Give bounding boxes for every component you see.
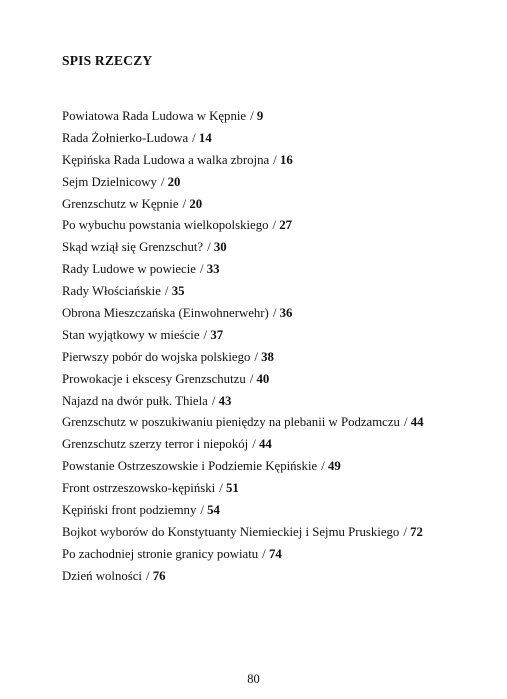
toc-entry bbox=[62, 128, 482, 150]
toc-entry-title: Grenzschutz szerzy terror i niepokój bbox=[62, 437, 249, 452]
toc-entry bbox=[62, 237, 482, 259]
toc-entry-title: Grenzschutz w poszukiwaniu pieniędzy na plebanii w Podzamczu bbox=[62, 415, 400, 430]
toc-entry-page: 36 bbox=[279, 306, 293, 321]
table-of-contents bbox=[62, 106, 482, 588]
toc-entry-separator: / bbox=[211, 393, 216, 408]
toc-entry-separator: / bbox=[321, 459, 325, 474]
toc-entry-title: Front ostrzeszowsko-kępiński bbox=[62, 481, 216, 496]
toc-entry bbox=[62, 215, 482, 237]
toc-entry bbox=[62, 106, 482, 128]
toc-entry bbox=[62, 478, 482, 500]
toc-entry-separator: / bbox=[254, 349, 258, 364]
toc-entry bbox=[62, 412, 482, 434]
toc-entry-separator: / bbox=[250, 109, 254, 123]
toc-entry-title: Rada Żołnierko-Ludowa bbox=[62, 130, 189, 145]
toc-entry bbox=[62, 456, 482, 478]
toc-entry-separator: / bbox=[192, 130, 196, 145]
toc-entry-title: Powstanie Ostrzeszowskie i Podziemie Kępińskie bbox=[62, 459, 318, 474]
toc-entry-title: Obrona Mieszczańska (Einwohnerwehr) bbox=[62, 306, 269, 321]
toc-entry bbox=[62, 325, 482, 347]
toc-entry bbox=[62, 434, 482, 456]
toc-entry bbox=[62, 369, 482, 391]
toc-entry-separator: / bbox=[252, 437, 256, 452]
toc-entry-page: 20 bbox=[167, 174, 181, 189]
toc-entry-separator: / bbox=[272, 218, 277, 233]
toc-entry-title: Kępińska Rada Ludowa a walka zbrojna bbox=[62, 152, 270, 167]
toc-entry-separator: / bbox=[200, 503, 204, 518]
toc-entry-title: Najazd na dwór pułk. Thiela bbox=[62, 393, 208, 408]
toc-entry-separator: / bbox=[272, 306, 277, 321]
toc-entry-page: 35 bbox=[171, 284, 185, 299]
toc-entry-title: Po zachodniej stronie granicy powiatu bbox=[62, 546, 259, 561]
toc-entry bbox=[62, 544, 482, 566]
toc-entry-page: 74 bbox=[268, 546, 282, 561]
toc-entry-title: Sejm Dzielnicowy bbox=[62, 174, 157, 189]
toc-entry-page: 72 bbox=[410, 524, 423, 539]
toc-entry-separator: / bbox=[164, 284, 169, 299]
toc-entry-separator: / bbox=[219, 481, 223, 496]
toc-entry-page: 16 bbox=[279, 152, 293, 167]
toc-entry bbox=[62, 347, 482, 369]
toc-entry-separator: / bbox=[249, 371, 254, 386]
toc-entry-title: Powiatowa Rada Ludowa w Kępnie bbox=[62, 109, 247, 123]
toc-entry-title: Prowokacje i ekscesy Grenzschutzu bbox=[62, 371, 246, 386]
toc-entry-title: Dzień wolności bbox=[62, 568, 142, 583]
toc-entry-title: Pierwszy pobór do wojska polskiego bbox=[62, 349, 251, 364]
toc-entry-separator: / bbox=[160, 174, 165, 189]
toc-entry bbox=[62, 522, 482, 544]
toc-entry-page: 27 bbox=[279, 218, 293, 233]
toc-entry bbox=[62, 172, 482, 194]
toc-entry-page: 43 bbox=[218, 393, 232, 408]
toc-entry-title: Po wybuchu powstania wielkopolskiego bbox=[62, 218, 269, 233]
toc-entry-page: 44 bbox=[410, 415, 424, 430]
page-heading: SPIS RZECZY bbox=[62, 53, 153, 68]
toc-entry-page: 51 bbox=[225, 481, 239, 496]
toc-entry-title: Kępiński front podziemny bbox=[62, 503, 197, 518]
toc-entry-page: 37 bbox=[210, 327, 224, 342]
toc-entry-separator: / bbox=[199, 262, 204, 277]
toc-entry-page: 44 bbox=[258, 437, 272, 452]
toc-entry-title: Rady Ludowe w powiecie bbox=[62, 262, 196, 277]
toc-entry bbox=[62, 391, 482, 413]
page-number: 80 bbox=[247, 672, 260, 686]
toc-entry-separator: / bbox=[262, 546, 266, 561]
toc-entry-separator: / bbox=[145, 568, 150, 583]
toc-entry-page: 30 bbox=[213, 240, 227, 255]
toc-entry-separator: / bbox=[403, 524, 407, 539]
toc-entry-separator: / bbox=[203, 327, 208, 342]
toc-entry bbox=[62, 150, 482, 172]
toc-entry-page: 14 bbox=[198, 130, 212, 145]
toc-entry-page: 9 bbox=[256, 109, 264, 123]
toc-entry-page: 54 bbox=[207, 503, 220, 518]
toc-entry-separator: / bbox=[182, 196, 187, 211]
toc-entry-title: Grenzschutz w Kępnie bbox=[62, 196, 179, 211]
toc-entry-page: 76 bbox=[152, 568, 166, 583]
toc-entry-page: 33 bbox=[206, 262, 220, 277]
toc-entry-separator: / bbox=[207, 240, 211, 255]
toc-entry bbox=[62, 194, 482, 216]
toc-entry-title: Skąd wziął się Grenzschut? bbox=[62, 240, 204, 255]
toc-entry-page: 20 bbox=[189, 196, 203, 211]
toc-entry-page: 40 bbox=[256, 371, 270, 386]
toc-entry-page: 38 bbox=[261, 349, 274, 364]
toc-entry-title: Stan wyjątkowy w mieście bbox=[62, 327, 200, 342]
toc-entry bbox=[62, 303, 482, 325]
toc-entry bbox=[62, 500, 482, 522]
toc-entry-separator: / bbox=[403, 415, 408, 430]
toc-entry bbox=[62, 281, 482, 303]
toc-entry-title: Rady Włościańskie bbox=[62, 284, 161, 299]
toc-entry-page: 49 bbox=[327, 459, 341, 474]
toc-entry-title: Bojkot wyborów do Konstytuanty Niemieckiej i Sejmu Pruskiego bbox=[62, 524, 400, 539]
toc-entry bbox=[62, 259, 482, 281]
toc-entry-separator: / bbox=[273, 152, 277, 167]
toc-entry bbox=[62, 566, 482, 588]
